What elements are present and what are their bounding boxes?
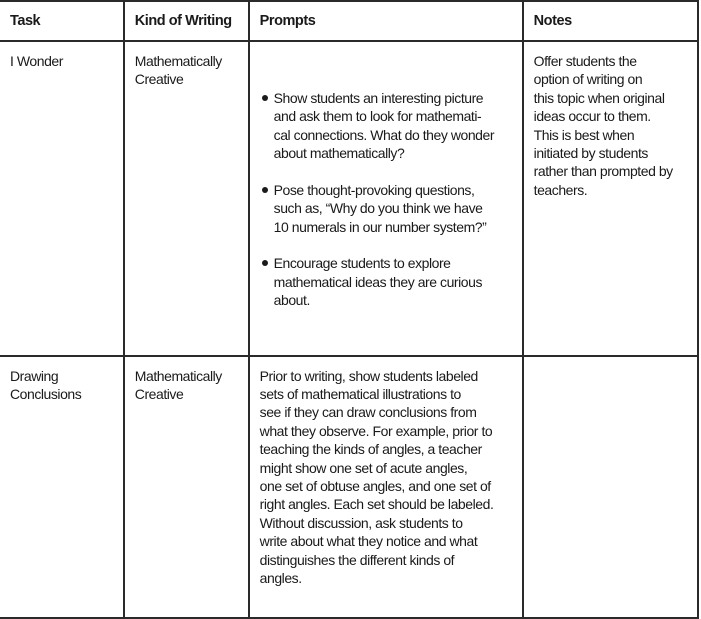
prompts-cell: Prior to writing, show students labeled sets of mathematical illustrations to see if they can draw conclusions from what they observe. For example, prior to teaching the kinds of angles, a teacher might show one set of acute angles, one set of obtuse angles, and one set of right angles. Each set should be labeled. Without discussion, ask students to write about what they notice and what distinguishes the different kinds of angles. [249,356,523,618]
header-prompts: Prompts [249,1,523,41]
header-task: Task [0,1,124,41]
header-kind-of-writing: Kind of Writing [124,1,249,41]
prompts-cell [249,41,523,356]
table-row [0,41,698,356]
task-cell: I Wonder [0,41,124,356]
list-item: Encourage students to explore mathematical ideas they are curious about. [260,254,512,309]
list-item: Show students an interesting picture and ask them to look for mathemati- cal connections. What do they wonder about mathematically? [260,89,512,163]
header-row [0,1,698,41]
kind-cell: Mathematically Creative [124,41,249,356]
kind-cell: Mathematically Creative [124,356,249,618]
list-item: Pose thought-provoking questions, such as, “Why do you think we have 10 numerals in our number system?” [260,181,512,236]
prompts-list [260,70,512,328]
notes-cell [523,356,698,618]
table-row [0,356,698,618]
notes-cell: Offer students the option of writing on this topic when original ideas occur to them. This is best when initiated by students rather than prompted by teachers. [523,41,698,356]
header-notes: Notes [523,1,698,41]
task-cell: Drawing Conclusions [0,356,124,618]
